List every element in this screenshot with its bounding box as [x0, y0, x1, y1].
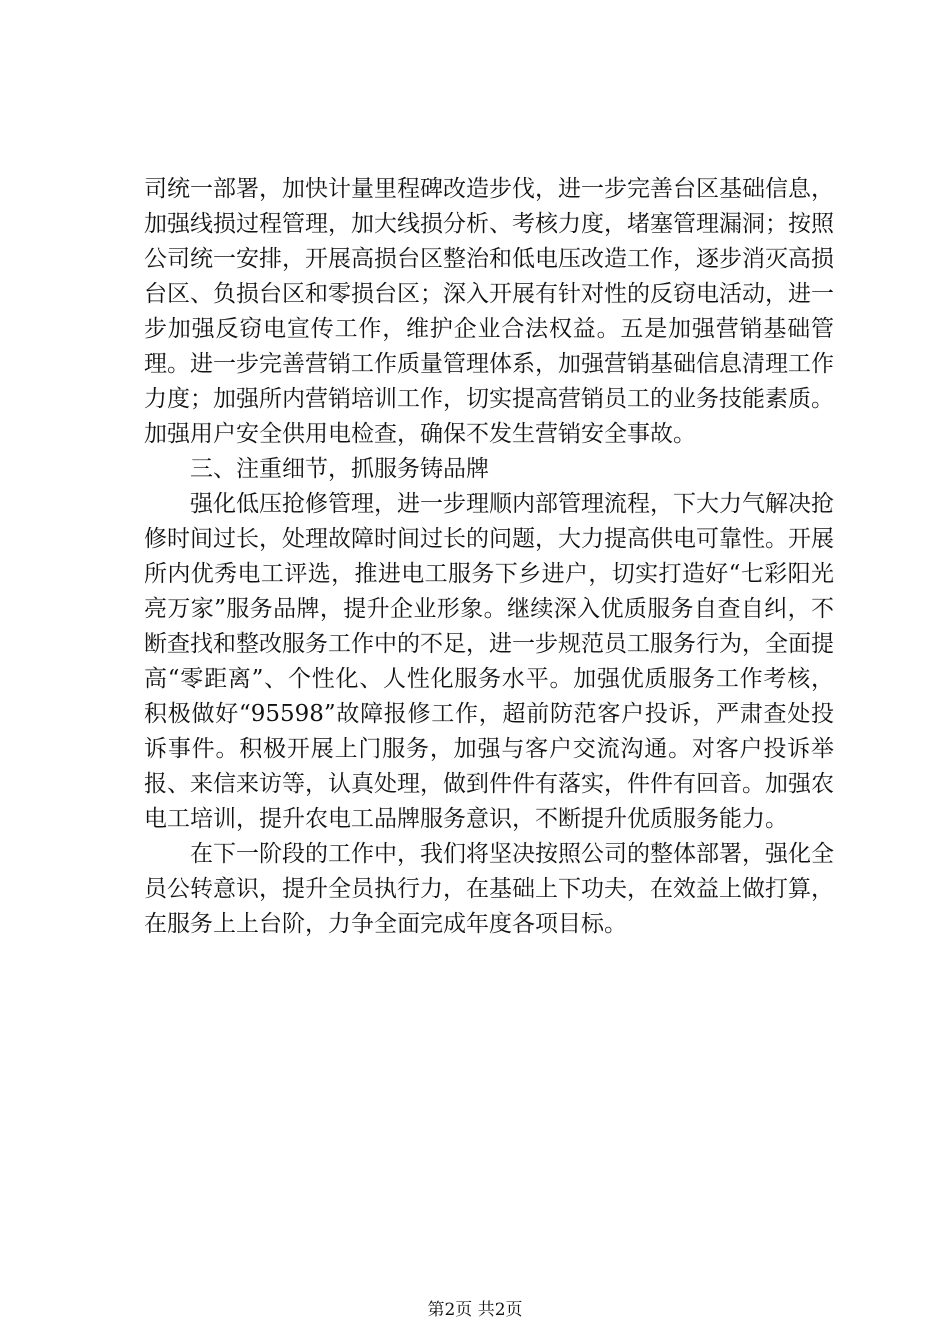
paragraph-conclusion: 在下一阶段的工作中，我们将坚决按照公司的整体部署，强化全员公转意识，提升全员执行力，在基础上下功夫，在效益上做打算，在服务上上台阶，力争全面完成年度各项目标。 — [144, 841, 834, 937]
paragraph-continued: 司统一部署，加快计量里程碑改造步伐，进一步完善台区基础信息，加强线损过程管理，加大线损分析、考核力度，堵塞管理漏洞；按照公司统一安排，开展高损台区整治和低电压改造工作，逐步消灭高损台区、负损台区和零损台区；深入开展有针对性的反窃电活动，进一步加强反窃电宣传工作，维护企业合法权益。五是加强营销基础管理。进一步完善营销工作质量管理体系，加强营销基础信息清理工作力度；加强所内营销培训工作，切实提高营销员工的业务技能素质。加强用户安全供用电检查，确保不发生营销安全事故。 — [144, 176, 834, 447]
section-heading: 三、注重细节，抓服务铸品牌 — [190, 456, 489, 482]
document-body — [144, 172, 834, 942]
page-footer: 第2页 共2页 — [427, 1300, 523, 1320]
paragraph-service: 强化低压抢修管理，进一步理顺内部管理流程，下大力气解决抢修时间过长，处理故障时间过长的问题，大力提高供电可靠性。开展所内优秀电工评选，推进电工服务下乡进户，切实打造好“七彩阳光亮万家”服务品牌，提升企业形象。继续深入优质服务自查自纠，不断查找和整改服务工作中的不足，进一步规范员工服务行为，全面提高“零距离”、个性化、人性化服务水平。加强优质服务工作考核，积极做好“95598”故障报修工作，超前防范客户投诉，严肃查处投诉事件。积极开展上门服务，加强与客户交流沟通。对客户投诉举报、来信来访等，认真处理，做到件件有落实，件件有回音。加强农电工培训，提升农电工品牌服务意识，不断提升优质服务能力。 — [144, 491, 834, 832]
